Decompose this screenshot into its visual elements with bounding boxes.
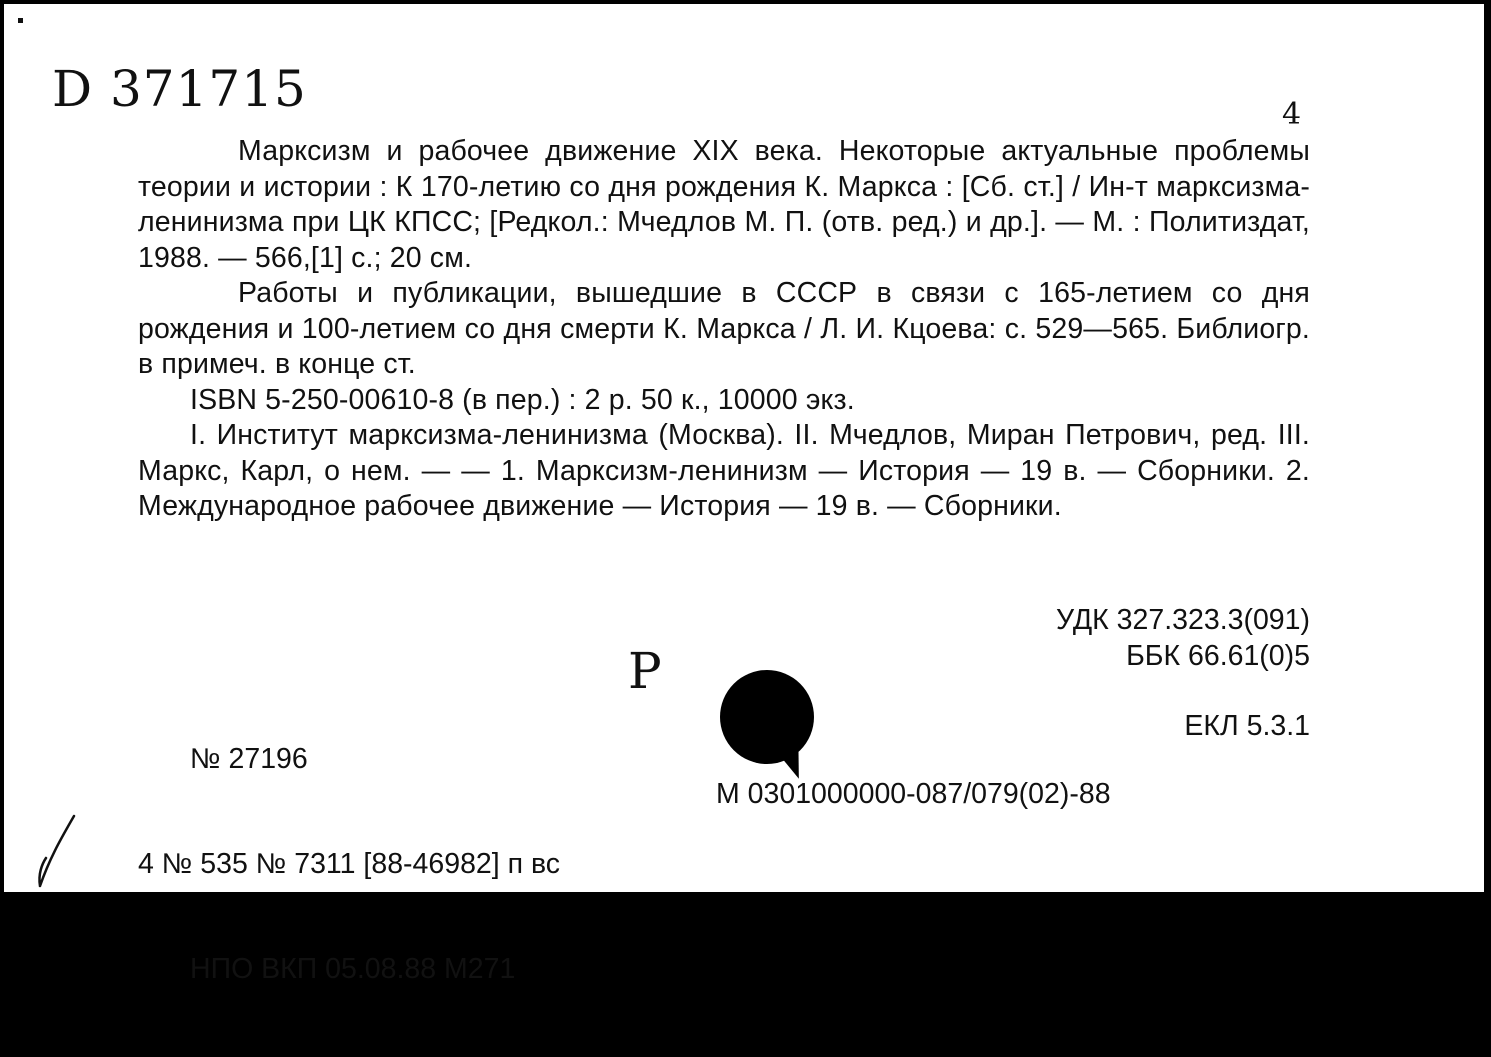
catalog-card	[4, 4, 1484, 985]
ekl-code: ЕКЛ 5.3.1	[1184, 710, 1310, 742]
catalog-code: М 0301000000-087/079(02)-88	[716, 778, 1111, 810]
ink-blot	[720, 670, 814, 764]
subject-headings: I. Институт марксизма-ленинизма (Москва). II. Мчедлов, Миран Петрович, ред. III. Маркс, Карл, о нем. — — 1. Марксизм-ленинизм — История — 19 в. — Сборники. 2. Международное рабочее движение — История — 19 в. — Сборники.	[138, 419, 1310, 522]
card-number: № 27196	[190, 743, 308, 775]
classification-block	[974, 602, 1310, 674]
bibliography-note: Работы и публикации, вышедшие в СССР в связи с 165-летием со дня рождения и 100-летием со дня смерти К. Маркса / Л. И. Кцоева: с. 529—565. Библиогр. в примеч. в конце ст.	[138, 277, 1310, 380]
letter-mark: Р	[628, 642, 662, 700]
udk-code: УДК 327.323.3(091)	[1056, 604, 1310, 636]
print-info	[138, 672, 560, 1057]
handwritten-mark	[32, 812, 82, 892]
publisher-line: НПО ВКП 05.08.88 М271	[190, 953, 516, 985]
order-line: 4 № 535 № 7311 [88-46982] п вс	[138, 848, 561, 880]
corner-dot	[18, 18, 23, 23]
bbk-code: ББК 66.61(0)5	[1126, 640, 1310, 672]
isbn-line: ISBN 5-250-00610-8 (в пер.) : 2 р. 50 к., 10000 экз.	[190, 383, 855, 416]
title-statement: Марксизм и рабочее движение XIX века. Некоторые актуальные проблемы теории и истории : К 170-летию со дня рождения К. Маркса : [Сб. ст.] / Ин-т марксизма-ленинизма при ЦК КПСС; [Редкол.: Мчедлов М. П. (отв. ред.) и др.]. — М. : Политиздат, 1988. — 566,[1] с.; 20 см.	[138, 135, 1310, 274]
call-number: D 371715	[52, 60, 307, 118]
bibliographic-description	[138, 134, 1310, 525]
card-sequence-number: 4	[1282, 97, 1302, 132]
